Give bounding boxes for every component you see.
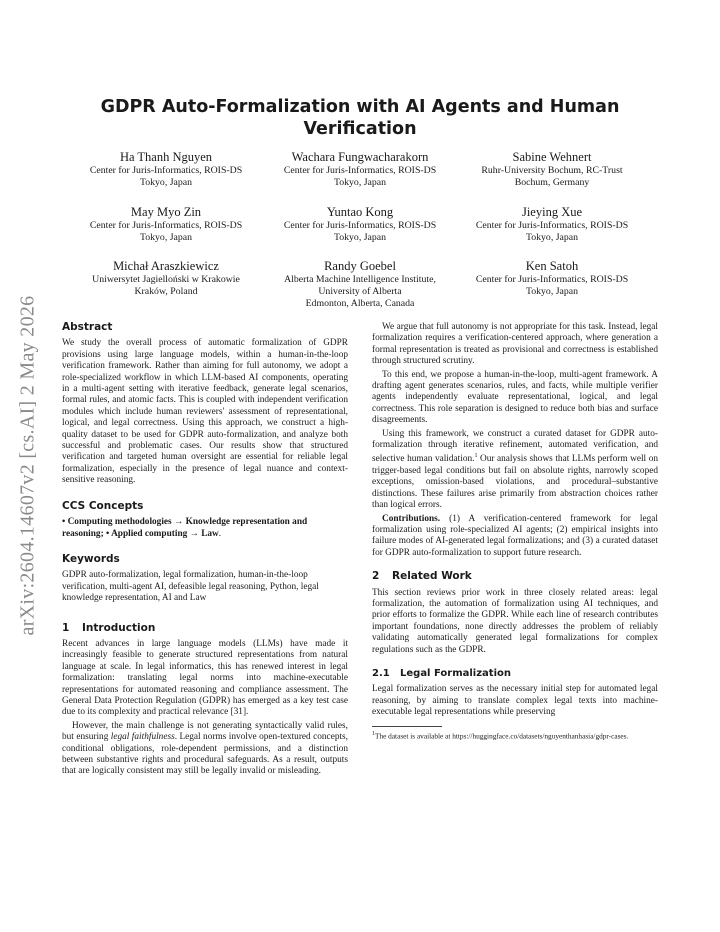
subsection-2-1-heading — [372, 668, 658, 679]
footnote-number: 1 — [372, 730, 375, 737]
related-work-text: This section reviews prior work in three closely related areas: legal formalization, the automation of formalization using AI techniques, and prior efforts to formalize the GDPR. While each line of research contributes important foundations, none directly addresses the problem of reliably validating automatically generated legal formalizations for complex regulations such as the GDPR. — [372, 587, 658, 655]
ccs-concept-1: • Computing methodologies → Knowledge representation and reasoning; — [62, 517, 308, 539]
author-location: Tokyo, Japan — [333, 232, 387, 243]
author-affiliation: Center for Juris-Informatics, ROIS-DS — [475, 274, 629, 285]
arxiv-id: arXiv:2604.14607v2 [cs.AI] 2 May 2026 — [16, 295, 39, 635]
author-name: Jieying Xue — [521, 205, 583, 219]
author-block — [452, 258, 652, 298]
section-1-heading — [62, 623, 348, 634]
author-block — [260, 149, 460, 189]
subsection-title: Legal Formalization — [400, 668, 511, 680]
paper-title: GDPR Auto-Formalization with AI Agents and Human Verification — [100, 97, 620, 139]
section-title: Related Work — [392, 570, 472, 583]
author-affiliation-2: University of Alberta — [318, 286, 402, 297]
keywords-heading: Keywords — [62, 552, 120, 565]
ccs-concepts — [62, 517, 348, 540]
author-affiliation: Center for Juris-Informatics, ROIS-DS — [283, 165, 437, 176]
arxiv-stamp — [8, 265, 48, 665]
keywords-text: GDPR auto-formalization, legal formalization, human-in-the-loop verification, multi-agent AI, defeasible legal reasoning, Python, legal knowledge representation, AI and Law — [62, 570, 319, 604]
abstract-text: We study the overall process of automatic formalization of GDPR provisions using large language models, within a human-in-the-loop verification framework. Rather than aiming for full autonomy, we adopt a role-specialized workflow in which LLM-based AI components, operating in a multi-agent setting with iterative feedback, generate legal scenarios, formal rules, and atomic facts. This is coupled with independent verification modules which include human reviewers' assessment of representational, logical, and legal correctness. Using this approach, we construct a high-quality dataset to be used for GDPR auto-formalization, and analyze both successful and problematic cases. Our results show that structured verification and targeted human oversight are essential for reliable legal formalization, especially in the presence of legal nuance and context-sensitive reasoning. — [62, 338, 348, 486]
author-location: Tokyo, Japan — [525, 286, 579, 297]
section-number: 1 — [62, 621, 70, 634]
author-block — [452, 204, 652, 244]
intro-text: Using this framework, we construct a curated dataset for GDPR auto-formalization through iterative refinement, automated verification, and selective human validation. — [372, 428, 658, 465]
author-location: Tokyo, Japan — [139, 177, 193, 188]
footnote — [372, 730, 658, 740]
footnote-rule — [372, 726, 442, 727]
author-name: Sabine Wehnert — [512, 150, 592, 164]
section-title: Introduction — [82, 621, 156, 634]
author-location: Tokyo, Japan — [333, 177, 387, 188]
contributions-paragraph — [372, 514, 658, 560]
author-name: Michał Araszkiewicz — [113, 259, 219, 273]
intro-text: Our analysis shows that LLMs perform well on trigger-based legal conditions but fail on absolute rights, narrowly scoped exceptions, omission-based violations, and procedural–substantive distinctions. These failures arise primarily from abstraction choices rather than logical errors. — [372, 454, 658, 511]
author-location: Kraków, Poland — [134, 286, 198, 297]
ccs-concept-2: • Applied computing → Law — [106, 528, 219, 539]
legal-formalization-text: Legal formalization serves as the necessary initial step for automated legal reasoning, by aiming to translate complex legal texts into machine-executable legal representations while preserving — [372, 684, 658, 718]
section-2-heading — [372, 571, 658, 582]
author-block — [260, 258, 460, 310]
author-name: Randy Goebel — [324, 259, 396, 273]
author-affiliation: Alberta Machine Intelligence Institute, — [284, 274, 436, 285]
intro-paragraph-1: Recent advances in large language models (LLMs) have made it increasingly feasible to generate structured representations from natural language at scale. In legal informatics, this has renewed interest in legal formalization: translating legal norms into machine-executable representations for automated reasoning and compliance assessment. The General Data Protection Regulation (GDPR) has emerged as a key test case due to its complexity and practical relevance [31]. — [62, 638, 348, 718]
footnote-mark: 1 — [474, 453, 478, 460]
ccs-heading: CCS Concepts — [62, 499, 144, 512]
author-affiliation: Uniwersytet Jagielloński w Krakowie — [92, 274, 240, 285]
author-affiliation: Center for Juris-Informatics, ROIS-DS — [283, 220, 437, 231]
intro-text: . Legal norms involve open-textured concepts, conditional obligations, role-dependent permissions, and a distinction between substantive rights and procedural safeguards. As a result, outputs that are logically consistent may still be legally invalid or misleading. — [62, 732, 348, 777]
author-affiliation: Ruhr-University Bochum, RC-Trust — [481, 165, 623, 176]
author-location: Tokyo, Japan — [525, 232, 579, 243]
left-column — [62, 322, 348, 780]
author-block — [66, 204, 266, 244]
author-block — [452, 149, 652, 189]
author-name: Ha Thanh Nguyen — [119, 150, 213, 164]
intro-paragraph-4: To this end, we propose a human-in-the-loop, multi-agent framework. A drafting agent generates scenarios, rules, and facts, while multiple verifier agents independently evaluate representational, logical, and legal correctness. This role separation is designed to reduce both bias and surface disagreements. — [372, 369, 658, 426]
author-affiliation: Center for Juris-Informatics, ROIS-DS — [89, 165, 243, 176]
author-name: Ken Satoh — [525, 259, 579, 273]
subsection-number: 2.1 — [372, 668, 390, 680]
author-location: Edmonton, Alberta, Canada — [305, 298, 415, 309]
intro-text: However, the main challenge is not generating syntactically valid rules, but ensuring — [62, 720, 348, 743]
contributions-label: Contributions. — [382, 513, 441, 524]
author-name: Wachara Fungwacharakorn — [291, 150, 429, 164]
intro-paragraph-2 — [62, 721, 348, 778]
ccs-end: . — [218, 528, 222, 539]
author-location: Bochum, Germany — [514, 177, 590, 188]
footnote-text: The dataset is available at https://huggingface.co/datasets/nguyenthanhasia/gdpr-cases. — [375, 731, 629, 741]
author-block — [260, 204, 460, 244]
right-column — [372, 322, 658, 740]
author-name: Yuntao Kong — [326, 205, 394, 219]
section-number: 2 — [372, 570, 380, 583]
abstract-heading: Abstract — [62, 321, 113, 333]
author-block — [66, 149, 266, 189]
intro-emphasis: legal faithfulness — [110, 732, 175, 743]
author-affiliation: Center for Juris-Informatics, ROIS-DS — [475, 220, 629, 231]
contributions-text: (1) A verification-centered framework for legal formalization using role-specialized AI agents; (2) empirical insights into failure modes of AI-generated legal formalizations; and (3) a curated dataset for GDPR auto-formalization to support future research. — [372, 513, 658, 558]
author-location: Tokyo, Japan — [139, 232, 193, 243]
intro-paragraph-5 — [372, 429, 658, 512]
author-name: May Myo Zin — [130, 205, 202, 219]
author-block — [66, 258, 266, 298]
intro-paragraph-3: We argue that full autonomy is not appropriate for this task. Instead, legal formalization requires a verification-centered approach, where generation a formal representation is treated as provisional and correctness is established through structured scrutiny. — [372, 322, 658, 367]
author-affiliation: Center for Juris-Informatics, ROIS-DS — [89, 220, 243, 231]
